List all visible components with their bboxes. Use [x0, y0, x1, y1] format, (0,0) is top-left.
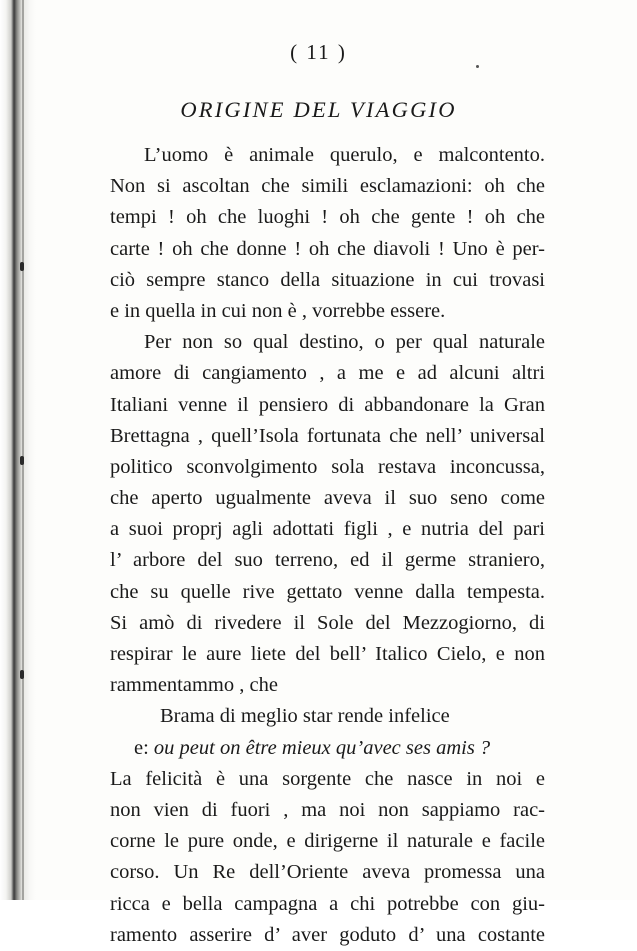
text-line: Italiani venne il pensiero di abbandonare la Gran — [110, 393, 545, 416]
binding-mark — [20, 456, 24, 465]
page-binding-edge — [0, 0, 36, 900]
french-quote — [110, 733, 545, 764]
text-line: ramento asserire d’ aver goduto d’ una costante — [110, 923, 545, 946]
binding-mark — [20, 262, 24, 271]
text-line: l’ arbore del suo terreno, ed il germe straniero, — [110, 549, 545, 572]
text-line: L’uomo è animale querulo, e malcontento. — [144, 144, 545, 166]
text-line: tempi ! oh che luoghi ! oh che gente ! oh che — [110, 206, 545, 229]
text-line: politico sconvolgimento sola restava inconcussa, — [110, 455, 545, 478]
paper-speck — [476, 65, 479, 68]
text-line: carte ! oh che donne ! oh che diavoli ! Uno è per- — [110, 237, 545, 260]
text-line: Si amò di rivedere il Sole del Mezzogiorno, di — [110, 611, 545, 634]
body-text — [110, 140, 545, 951]
text-line: ricca e bella campagna a chi potrebbe con giu- — [110, 892, 545, 915]
quoted-verse: Brama di meglio star rende infelice — [160, 705, 450, 728]
text-line: e in quella in cui non è , vorrebbe essere. — [110, 299, 446, 322]
text-line: Non si ascoltan che simili esclamazioni: oh che — [110, 175, 545, 198]
text-line: Brettagna , quell’Isola fortunata che nell’ universal — [110, 424, 545, 447]
text-line: corne le pure onde, e dirigerne il naturale e facile — [110, 830, 545, 853]
text-line: a suoi proprj agli adottati figli , e nutria del pari — [110, 518, 545, 541]
chapter-title: ORIGINE DEL VIAGGIO — [180, 97, 457, 122]
text-line: non vien di fuori , ma noi non sappiamo rac- — [110, 798, 545, 821]
binding-mark — [20, 670, 24, 679]
text-line: amore di cangiamento , a me e ad alcuni altri — [110, 362, 545, 385]
text-line: che aperto ugualmente aveva il suo seno come — [110, 487, 545, 510]
text-line: Per non so qual destino, o per qual naturale — [144, 331, 545, 354]
text-line: respirar le aure liete del bell’ Italico Cielo, e non — [110, 643, 545, 665]
page-number: ( 11 ) — [290, 40, 347, 64]
binding-fold-line — [22, 0, 24, 900]
text-line: corso. Un Re dell’Oriente aveva promessa una — [110, 861, 545, 884]
text-line: La felicità è una sorgente che nasce in noi e — [110, 767, 545, 790]
french-quote-text: ou peut on être mieux qu’avec ses amis ? — [153, 736, 491, 759]
french-quote-prefix: e: — [134, 736, 149, 759]
text-line: che su quelle rive gettato venne dalla tempesta. — [110, 580, 545, 603]
text-line: rammentammo , che — [110, 674, 278, 697]
text-line: ciò sempre stanco della situazione in cui trovasi — [110, 268, 545, 291]
